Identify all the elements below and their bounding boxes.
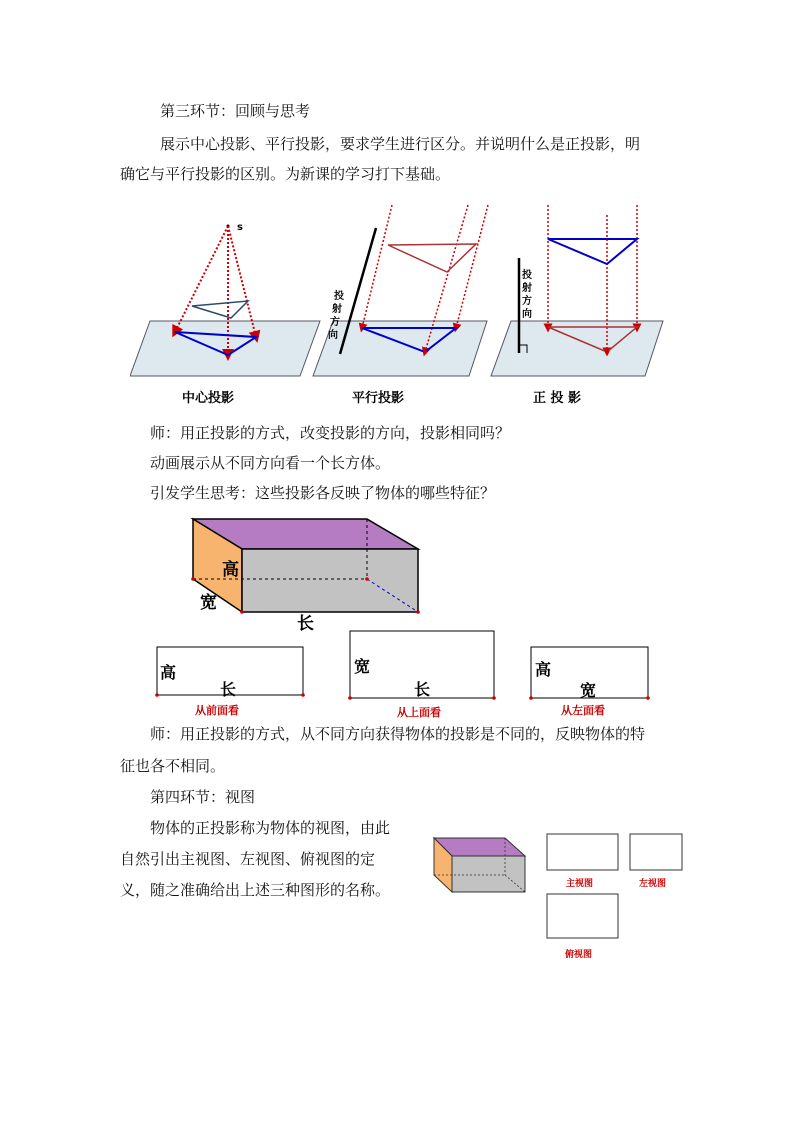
top-view-box	[547, 894, 618, 938]
section3-paragraph-line1: 展示中心投影、平行投影，要求学生进行区分。并说明什么是正投影，明	[160, 135, 641, 153]
section4-paragraph-line3: 义，随之准确给出上述三种图形的名称。	[120, 881, 391, 899]
point-s-label: s	[237, 222, 243, 233]
caption-central: 中心投影	[182, 391, 235, 406]
top-view-width: 宽	[354, 657, 371, 676]
views-figure	[430, 828, 690, 968]
dialogue-line2: 动画展示从不同方向看一个长方体。	[150, 454, 391, 472]
parallel-direction-char-4: 向	[328, 330, 338, 341]
section3-paragraph-line2: 确它与平行投影的区别。为新课的学习打下基础。	[120, 165, 451, 183]
top-view	[348, 631, 496, 719]
front-view-length: 长	[220, 680, 237, 699]
orthographic-direction-char-1: 投	[522, 270, 532, 281]
top-view-label: 俯视图	[565, 950, 593, 960]
parallel-projection-diagram	[313, 205, 488, 376]
front-view-caption: 从前面看	[195, 704, 239, 717]
parallel-direction-char-1: 投	[334, 291, 344, 302]
caption-orthographic: 正 投 影	[533, 391, 582, 406]
left-view-caption: 从左面看	[561, 704, 605, 717]
left-view	[529, 647, 650, 717]
cuboid-front-face	[242, 549, 418, 612]
parallel-object-triangle	[388, 244, 476, 272]
dialogue-line3: 引发学生思考：这些投影各反映了物体的哪些特征？	[150, 484, 496, 502]
left-view-height: 高	[535, 660, 552, 679]
section4-paragraph-line2: 自然引出主视图、左视图、俯视图的定	[120, 850, 376, 868]
orthographic-direction-char-4: 向	[522, 309, 532, 320]
orthographic-plane	[491, 321, 663, 376]
parallel-direction-char-2: 射	[332, 304, 342, 315]
central-projection-diagram	[130, 222, 320, 376]
central-object-triangle	[192, 301, 248, 318]
cuboid-width-label: 宽	[200, 593, 217, 613]
cuboid-height-label: 高	[222, 560, 239, 580]
orthographic-projection-diagram	[491, 205, 663, 376]
cuboid-figure	[150, 512, 670, 722]
section4-heading: 第四环节：视图	[150, 788, 256, 806]
main-view-box	[547, 834, 618, 870]
small-cuboid	[434, 838, 525, 892]
front-view-height: 高	[160, 663, 177, 682]
conclusion-line2: 征也各不相同。	[120, 757, 226, 775]
central-plane	[130, 321, 320, 376]
cuboid-length-label: 长	[297, 614, 314, 634]
left-view-width: 宽	[580, 681, 597, 700]
left-view-box	[630, 834, 682, 870]
conclusion-line1: 师：用正投影的方式，从不同方向获得物体的投影是不同的，反映物体的特	[150, 725, 646, 743]
projection-figure	[130, 200, 670, 410]
front-view	[155, 647, 305, 717]
caption-parallel: 平行投影	[352, 391, 405, 406]
orthographic-object-triangle	[548, 239, 637, 264]
section3-heading: 第三环节：回顾与思考	[160, 102, 311, 120]
cuboid-3d	[191, 519, 420, 634]
left-view-label: 左视图	[639, 879, 667, 889]
parallel-plane	[313, 321, 487, 376]
top-view-length: 长	[414, 680, 431, 699]
top-view-caption: 从上面看	[397, 706, 441, 719]
dialogue-line1: 师：用正投影的方式，改变投影的方向，投影相同吗？	[150, 424, 511, 442]
orthographic-direction-char-3: 方	[522, 296, 532, 307]
main-view-label: 主视图	[566, 879, 594, 889]
orthographic-direction-char-2: 射	[522, 283, 532, 294]
parallel-direction-char-3: 方	[330, 317, 340, 328]
section4-paragraph-line1: 物体的正投影称为物体的视图，由此	[150, 819, 391, 837]
